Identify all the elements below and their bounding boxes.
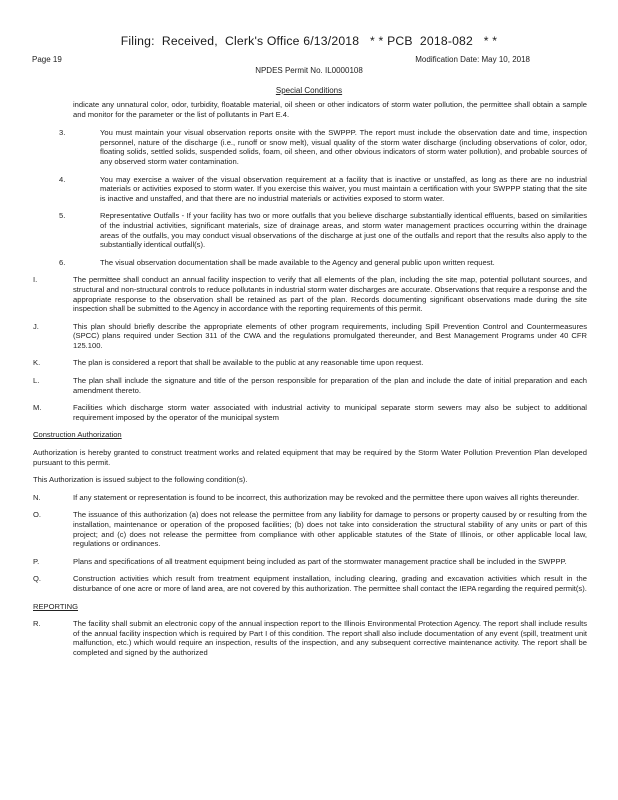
lettered-item bbox=[33, 619, 587, 657]
lettered-item bbox=[33, 358, 587, 368]
item-letter: Q. bbox=[33, 574, 42, 584]
numbered-item bbox=[33, 128, 587, 166]
item-text: The facility shall submit an electronic copy of the annual inspection report to the Illinois Environmental Protection Agency. The report shall include results of the annual facility inspection which is required by Part I of this condition. The report shall also include documentation of any event (spill, treatment unit malfunction, etc.) which would require an inspection, results of the inspection, and any subsequent corrective maintenance activity. The report shall be completed and signed by the authorized bbox=[73, 619, 587, 657]
item-letter: J. bbox=[33, 321, 39, 331]
numbered-item bbox=[33, 211, 587, 249]
item-letter: N. bbox=[33, 492, 41, 502]
numbered-item bbox=[33, 258, 587, 268]
item-text: This plan should briefly describe the appropriate elements of other program requirements, including Spill Prevention Control and Countermeasures (SPCC) plans required under Section 311 of the CWA and the regulations promulgated thereunder, and Best Management Programs under 40 CFR 125.100. bbox=[73, 321, 587, 350]
reporting-heading: REPORTING bbox=[33, 601, 79, 611]
item-text: Facilities which discharge storm water associated with industrial activity to municipal separate storm sewers may also be subject to additional requirement imposed by the operator of the municipal system bbox=[73, 403, 587, 422]
item-text: Representative Outfalls - If your facility has two or more outfalls that you believe discharge substantially identical effluents, based on similarities of the industrial activities, significant materials, size of drainage areas, and storm water management practices occurring within the drainage areas of the outfalls, you may conduct visual observations of the discharge at just one of the outfalls and report that the results also apply to the substantially identical outfall(s). bbox=[100, 211, 587, 250]
item-letter: L. bbox=[33, 376, 40, 386]
item-letter: O. bbox=[33, 510, 42, 520]
item-number: 3. bbox=[59, 128, 66, 138]
lettered-item bbox=[33, 275, 587, 313]
item-letter: I. bbox=[33, 275, 38, 285]
item-number: 4. bbox=[59, 174, 66, 184]
lettered-item bbox=[33, 510, 587, 548]
item-text: The issuance of this authorization (a) does not release the permittee from any liability for damage to persons or property caused by or resulting from the installation, maintenance or operation of the proposed facilities; (b) does not take into consideration the structural stability of any units or part of this project; and (c) does not release the permittee from compliance with other applicable statutes of the State of Illinois, or other applicable local law, regulations or ordinances. bbox=[73, 510, 587, 549]
lettered-item bbox=[33, 493, 587, 503]
permit-number: NPDES Permit No. IL0000108 bbox=[255, 66, 363, 75]
item-text: The visual observation documentation shall be made available to the Agency and general public upon written request. bbox=[100, 257, 495, 267]
item-text: The permittee shall conduct an annual facility inspection to verify that all elements of the plan, including the site map, potential pollutant sources, and structural and non-structural controls to reduce pollutants in industrial storm water discharges are accurate. Observations that require a response and the appropriate response to the observation shall be retained as part of the plan. Records documenting significant observations made during the site inspection shall be submitted to the Agency in accordance with the reporting requirements of this permit. bbox=[73, 275, 587, 314]
item-letter: R. bbox=[33, 619, 41, 629]
construction-intro: Authorization is hereby granted to construct treatment works and related equipment that may be required by the Storm Water Pollution Prevention Plan developed pursuant to this permit. bbox=[33, 448, 587, 467]
filing-stamp: Filing: Received, Clerk's Office 6/13/2018 * * PCB 2018-082 * * bbox=[120, 34, 498, 48]
item-letter: K. bbox=[33, 358, 41, 368]
item-text: You must maintain your visual observation reports onsite with the SWPPP. The report must include the observation date and time, inspection personnel, nature of the discharge (i.e., runoff or snow melt), visual quality of the storm water discharge (including observations of color, odor, floating solids, settled solids, suspended solids, foam, oil sheen, and other obvious indicators of storm water pollution), and probable sources of any observed storm water contamination. bbox=[100, 128, 587, 166]
item-letter: P. bbox=[33, 556, 40, 566]
construction-heading: Construction Authorization bbox=[33, 430, 122, 440]
item-number: 5. bbox=[59, 211, 66, 221]
numbered-item bbox=[33, 175, 587, 204]
item-letter: M. bbox=[33, 403, 42, 413]
modification-date: Modification Date: May 10, 2018 bbox=[415, 55, 530, 64]
item-text: Construction activities which result from treatment equipment installation, including clearing, grading and excavation activities which result in the disturbance of one acre or more of land area, are not covered by this authorization. The permittee shall contact the IEPA regarding the required permit(s). bbox=[73, 574, 587, 593]
lettered-item bbox=[33, 376, 587, 395]
construction-subject: This Authorization is issued subject to the following condition(s). bbox=[33, 475, 248, 485]
section-title: Special Conditions bbox=[275, 86, 343, 95]
item-text: If any statement or representation is found to be incorrect, this authorization may be revoked and the permittee there upon waives all rights thereunder. bbox=[73, 492, 580, 502]
continuation-paragraph: indicate any unnatural color, odor, turbidity, floatable material, oil sheen or other indicators of storm water pollution, the permittee shall obtain a sample and monitor for the parameter or the list of pollutants in Part E.4. bbox=[73, 100, 587, 119]
item-number: 6. bbox=[59, 257, 66, 267]
lettered-item bbox=[33, 557, 587, 567]
document-body bbox=[33, 100, 587, 666]
lettered-item bbox=[33, 403, 587, 422]
item-text: The plan shall include the signature and title of the person responsible for preparation of the plan and include the date of initial preparation and each amendment thereto. bbox=[73, 376, 587, 395]
item-text: The plan is considered a report that shall be available to the public at any reasonable time upon request. bbox=[73, 358, 424, 368]
item-text: You may exercise a waiver of the visual observation requirement at a facility that is inactive or unstaffed, as long as there are no industrial materials or activities exposed to storm water. If you exercise this waiver, you must maintain a certification with your SWPPP stating that the site is inactive and unstaffed, and that there are no industrial materials or activities exposed to storm water. bbox=[100, 174, 587, 203]
item-text: Plans and specifications of all treatment equipment being included as part of the stormwater management practice shall be included in the SWPPP. bbox=[73, 556, 567, 566]
lettered-item bbox=[33, 574, 587, 593]
lettered-item bbox=[33, 322, 587, 351]
page-number: Page 19 bbox=[32, 55, 62, 64]
